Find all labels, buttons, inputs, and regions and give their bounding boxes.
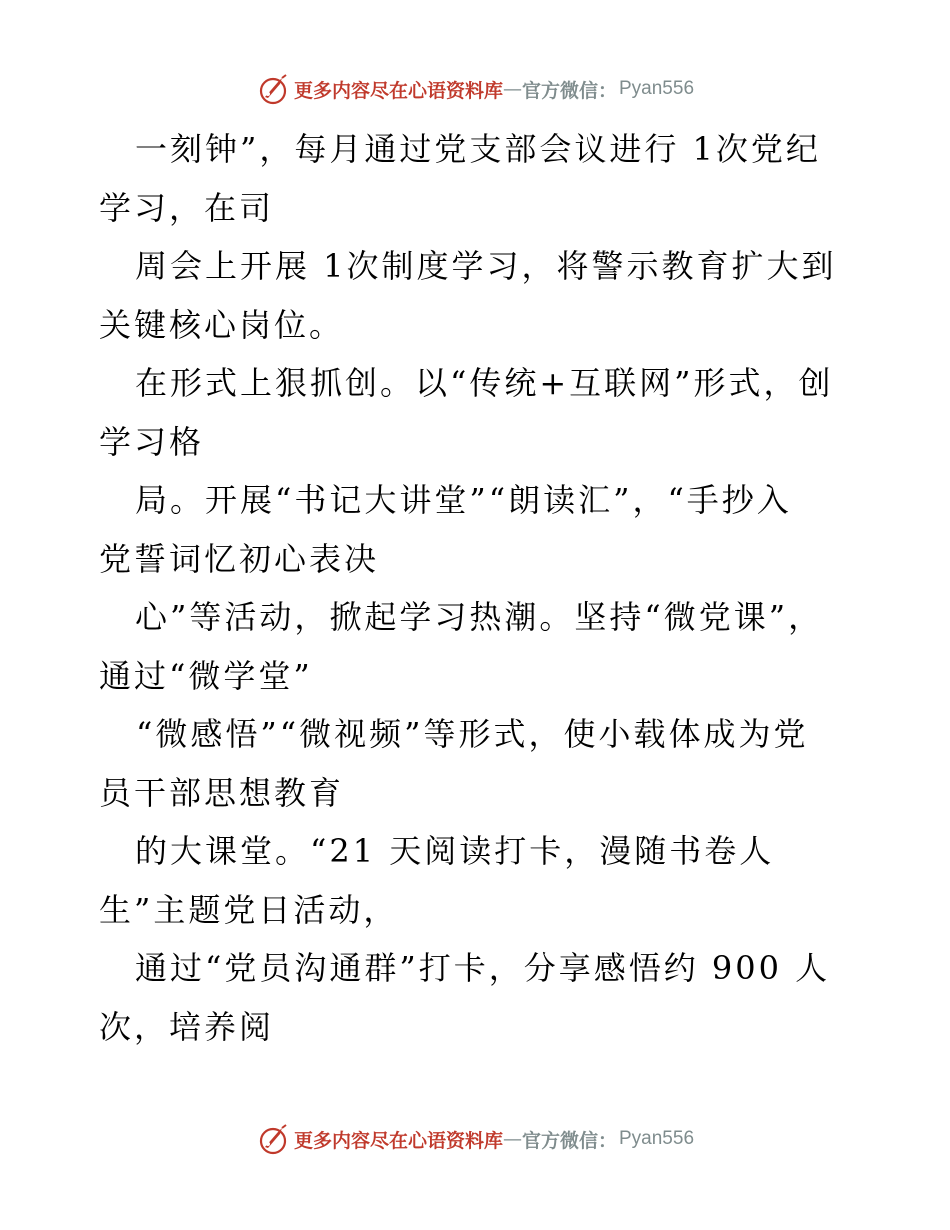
text-line: 心”等活动，掀起学习热潮。坚持“微党课”， (135, 598, 824, 636)
header-banner (0, 69, 950, 109)
text-line: 一刻钟”，每月通过党支部会议进行 1次党纪 (135, 130, 821, 168)
text-line: 学习，在司 (99, 188, 275, 227)
text-line: 员干部思想教育 (99, 773, 345, 812)
banner-main-text: 更多内容尽在心语资料库 (293, 1129, 503, 1152)
footer-banner (0, 1119, 950, 1159)
banner-separator: — (502, 1128, 522, 1150)
text-line: 关键核心岗位。 (99, 305, 345, 344)
text-line: 通过“党员沟通群”打卡，分享感悟约 900 人 (135, 949, 831, 987)
text-line: “微感悟”“微视频”等形式，使小载体成为党 (136, 715, 809, 753)
banner-wechat-id: Pyan556 (619, 1128, 695, 1149)
quill-logo-icon (256, 72, 290, 106)
text-line: 周会上开展 1次制度学习，将警示教育扩大到 (135, 247, 837, 285)
text-line: 次，培养阅 (99, 1007, 275, 1046)
banner-wechat-label: 官方微信： (521, 1129, 617, 1152)
text-line: 的大课堂。“21 天阅读打卡，漫随书卷人 (135, 832, 775, 870)
text-line: 在形式上狠抓创。以“传统+互联网”形式，创 (135, 364, 834, 402)
quill-logo-icon (256, 1122, 290, 1156)
banner-main-text: 更多内容尽在心语资料库 (293, 79, 503, 102)
text-line: 学习格 (99, 422, 205, 461)
text-line: 生”主题党日活动， (99, 890, 399, 929)
text-line: 局。开展“书记大讲堂”“朗读汇”，“手抄入 (135, 481, 792, 519)
banner-wechat-id: Pyan556 (619, 78, 695, 99)
text-line: 通过“微学堂” (99, 656, 313, 695)
banner-separator: — (502, 78, 522, 100)
text-line: 党誓词忆初心表决 (99, 539, 380, 578)
banner-wechat-label: 官方微信： (521, 79, 617, 102)
body-text (99, 120, 879, 1056)
